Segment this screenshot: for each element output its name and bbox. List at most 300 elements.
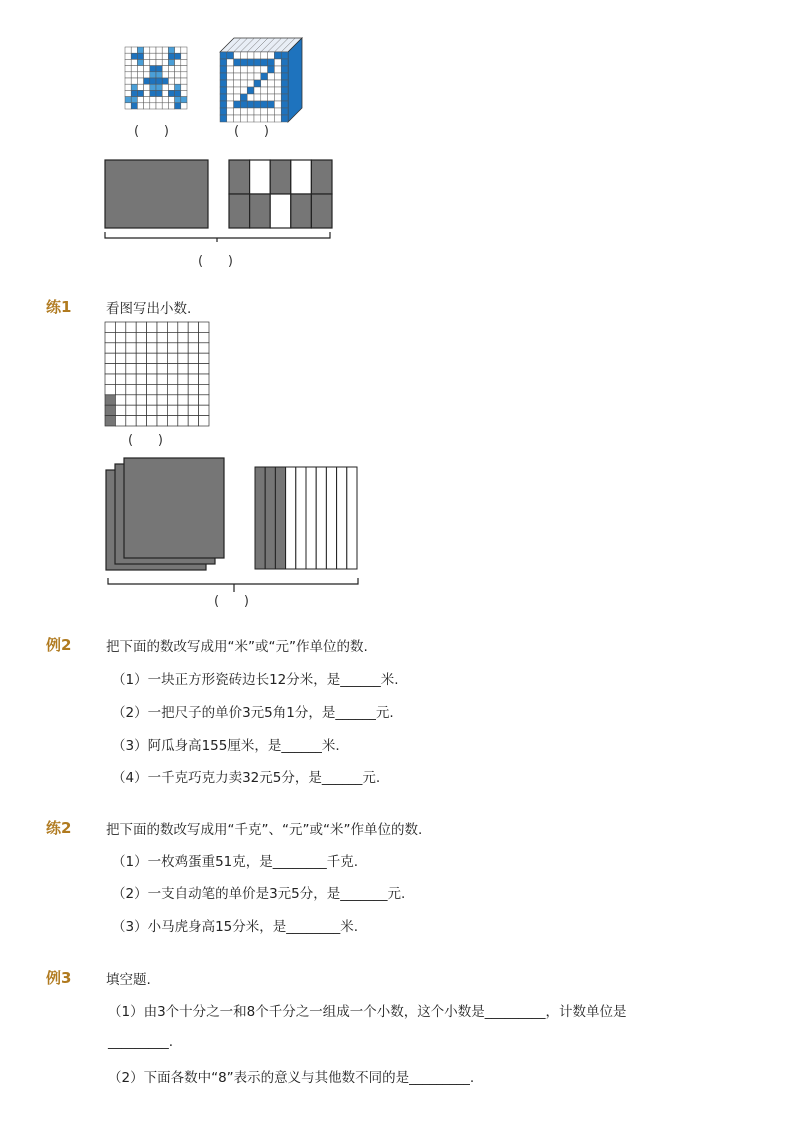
li3-item-1-cont: _________. <box>108 1034 174 1050</box>
grid-cell <box>175 97 181 103</box>
grid-cell <box>150 84 156 90</box>
li2-item-2: （2）一把尺子的单价3元5角1分，是______元. <box>112 705 394 721</box>
grid-cell <box>162 59 168 65</box>
grid-cell <box>156 103 162 109</box>
grid-cell <box>181 72 187 78</box>
cube-cell <box>247 87 254 94</box>
grid-cell <box>131 97 137 103</box>
grid-cell <box>157 322 167 332</box>
cube-cell <box>240 108 247 115</box>
cube-cell <box>240 66 247 73</box>
grid-cell <box>144 59 150 65</box>
blue-pattern-grid <box>124 46 188 114</box>
cube-cell <box>261 101 268 108</box>
grid-cell <box>175 84 181 90</box>
grid-cell <box>162 90 168 96</box>
grid-cell <box>136 405 146 415</box>
grid-cell <box>136 322 146 332</box>
cube-cell <box>247 115 254 122</box>
pattern-cell <box>229 194 250 228</box>
grid-cell <box>199 395 209 405</box>
cube-cell <box>268 108 275 115</box>
grid-cell <box>162 47 168 53</box>
grid-cell <box>188 374 198 384</box>
cube-cell <box>261 80 268 87</box>
grid-cell <box>125 103 131 109</box>
pattern-cell <box>250 194 271 228</box>
grid-cell <box>199 322 209 332</box>
grid-cell <box>137 47 143 53</box>
grid-cell <box>178 405 188 415</box>
grid-cell <box>162 72 168 78</box>
cube-cell <box>274 59 281 66</box>
cube-cell <box>227 73 234 80</box>
grid-cell <box>188 353 198 363</box>
answer-paren-left: ( ) <box>134 124 169 139</box>
grid-cell <box>199 405 209 415</box>
cube-cell <box>254 52 261 59</box>
grid-cell <box>168 84 174 90</box>
cube-cell <box>268 52 275 59</box>
cube-cell <box>234 108 241 115</box>
z-cube-figure <box>218 36 310 124</box>
strip-cell <box>286 467 296 569</box>
pattern-cell <box>229 160 250 194</box>
grid-cell <box>144 66 150 72</box>
grid-cell <box>162 103 168 109</box>
grid-cell <box>156 66 162 72</box>
cube-cell <box>247 52 254 59</box>
grid-cell <box>144 90 150 96</box>
cube-cell <box>234 94 241 101</box>
grid-cell <box>150 59 156 65</box>
cube-cell <box>247 94 254 101</box>
grid-cell <box>175 103 181 109</box>
cube-cell <box>281 87 288 94</box>
cube-cell <box>220 94 227 101</box>
cube-cell <box>281 73 288 80</box>
grid-cell <box>137 103 143 109</box>
cube-cell <box>261 115 268 122</box>
grid-cell <box>181 103 187 109</box>
grid-cell <box>147 332 157 342</box>
gray-rect-figure <box>104 158 336 242</box>
grid-cell <box>144 47 150 53</box>
grid-cell <box>168 59 174 65</box>
grid-cell <box>167 395 177 405</box>
grid-cell <box>131 59 137 65</box>
section-tag-li3: 例3 <box>46 969 72 987</box>
grid-cell <box>137 90 143 96</box>
grid-cell <box>175 72 181 78</box>
grid-cell <box>144 84 150 90</box>
grid-cell <box>188 416 198 426</box>
grid-cell <box>157 353 167 363</box>
cube-cell <box>240 59 247 66</box>
grid-cell <box>178 343 188 353</box>
cube-cell <box>240 73 247 80</box>
cube-cell <box>247 101 254 108</box>
grid-cell <box>125 72 131 78</box>
grid-cell <box>167 343 177 353</box>
cube-cell <box>240 52 247 59</box>
grid-cell <box>105 384 115 394</box>
grid-cell <box>178 416 188 426</box>
grid-cell <box>147 395 157 405</box>
cube-cell <box>261 94 268 101</box>
cube-cell <box>274 66 281 73</box>
grid-cell <box>150 78 156 84</box>
grid-cell <box>162 97 168 103</box>
grid-cell <box>137 97 143 103</box>
cube-cell <box>261 52 268 59</box>
grid-cell <box>150 103 156 109</box>
grid-cell <box>199 384 209 394</box>
grid-cell <box>125 66 131 72</box>
grid-cell <box>147 353 157 363</box>
section-tag-lian1: 练1 <box>46 298 72 316</box>
grid-cell <box>157 395 167 405</box>
cube-cell <box>240 94 247 101</box>
answer-paren-right: ( ) <box>234 124 269 139</box>
cube-side-face <box>288 38 302 122</box>
grid-cell <box>168 72 174 78</box>
grid-cell <box>162 66 168 72</box>
li3-item-2: （2）下面各数中“8”表示的意义与其他数不同的是_________. <box>108 1070 475 1086</box>
grid-cell <box>136 332 146 342</box>
cube-cell <box>268 59 275 66</box>
grid-cell <box>131 53 137 59</box>
grid-cell <box>115 353 125 363</box>
cube-cell <box>261 59 268 66</box>
strip-cell <box>337 467 347 569</box>
section-tag-lian2: 练2 <box>46 819 72 837</box>
grid-cell <box>199 374 209 384</box>
cube-cell <box>268 115 275 122</box>
grid-cell <box>126 322 136 332</box>
cube-cell <box>281 66 288 73</box>
grid-cell <box>147 364 157 374</box>
grid-cell <box>131 78 137 84</box>
lian2-item-3: （3）小马虎身高15分米，是________米. <box>112 919 359 935</box>
grid-cell <box>147 416 157 426</box>
grid-cell <box>150 53 156 59</box>
grid-cell <box>131 84 137 90</box>
grid-cell <box>178 395 188 405</box>
grid-cell <box>178 353 188 363</box>
grid-cell <box>188 395 198 405</box>
grid-cell <box>105 405 115 415</box>
cube-cell <box>234 115 241 122</box>
grid-cell <box>167 364 177 374</box>
grid-cell <box>157 416 167 426</box>
grid-cell <box>168 47 174 53</box>
grid-cell <box>167 332 177 342</box>
cube-cell <box>254 101 261 108</box>
grid-cell <box>188 384 198 394</box>
cube-cell <box>227 94 234 101</box>
grid-cell <box>147 405 157 415</box>
strip-cell <box>265 467 275 569</box>
answer-paren-brace-2: ( ) <box>214 594 249 609</box>
cube-cell <box>247 59 254 66</box>
pattern-cell <box>291 194 312 228</box>
cube-cell <box>261 66 268 73</box>
grid-cell <box>136 384 146 394</box>
cube-cell <box>274 101 281 108</box>
strip-cell <box>347 467 357 569</box>
cube-cell <box>227 115 234 122</box>
grid-cell <box>188 332 198 342</box>
grid-cell <box>137 59 143 65</box>
li2-item-3: （3）阿瓜身高155厘米，是______米. <box>112 738 340 754</box>
grid-cell <box>131 47 137 53</box>
pattern-cell <box>250 160 271 194</box>
cube-cell <box>240 87 247 94</box>
grid-cell <box>150 66 156 72</box>
cube-cell <box>220 87 227 94</box>
grid-cell <box>105 332 115 342</box>
grid-cell <box>136 353 146 363</box>
strip-cell <box>306 467 316 569</box>
grid-cell <box>168 97 174 103</box>
cube-cell <box>220 115 227 122</box>
grid-cell <box>136 416 146 426</box>
grid-cell <box>188 405 198 415</box>
grid-cell <box>136 395 146 405</box>
grid-cell <box>168 53 174 59</box>
grid-cell <box>199 343 209 353</box>
li3-item-1: （1）由3个十分之一和8个千分之一组成一个小数，这个小数是_________，计数单位是 <box>108 1004 627 1020</box>
grid-cell <box>105 353 115 363</box>
grid-cell <box>181 78 187 84</box>
grid-cell <box>115 332 125 342</box>
grid-cell <box>181 90 187 96</box>
grid-cell <box>156 59 162 65</box>
cube-cell <box>220 66 227 73</box>
grid-cell <box>175 78 181 84</box>
grid-cell <box>144 103 150 109</box>
strip-cell <box>326 467 336 569</box>
grid-cell <box>144 53 150 59</box>
strip-cell <box>316 467 326 569</box>
grid-cell <box>105 343 115 353</box>
cube-cell <box>247 108 254 115</box>
grid-cell <box>168 78 174 84</box>
cube-cell <box>240 80 247 87</box>
grid-cell <box>199 364 209 374</box>
grid-cell <box>131 72 137 78</box>
cube-cell <box>234 87 241 94</box>
grid-cell <box>131 90 137 96</box>
cube-cell <box>274 94 281 101</box>
cube-cell <box>227 80 234 87</box>
hundred-grid-figure <box>104 321 212 427</box>
grid-cell <box>125 78 131 84</box>
grid-cell <box>199 416 209 426</box>
grid-cell <box>144 78 150 84</box>
grid-cell <box>157 343 167 353</box>
cube-cell <box>247 80 254 87</box>
grid-cell <box>156 53 162 59</box>
grid-cell <box>188 322 198 332</box>
grid-cell <box>156 72 162 78</box>
brace-line <box>108 578 358 592</box>
lian1-instruction: 看图写出小数. <box>106 301 192 317</box>
cube-cell <box>281 94 288 101</box>
lian2-item-2: （2）一支自动笔的单价是3元5分，是_______元. <box>112 886 406 902</box>
grid-cell <box>126 364 136 374</box>
pattern-cell <box>311 194 332 228</box>
cube-cell <box>281 101 288 108</box>
strip-cell <box>255 467 265 569</box>
grid-cell <box>167 416 177 426</box>
cube-cell <box>281 108 288 115</box>
grid-cell <box>137 53 143 59</box>
cube-cell <box>234 59 241 66</box>
grid-cell <box>167 322 177 332</box>
cube-cell <box>254 108 261 115</box>
grid-cell <box>150 47 156 53</box>
grid-cell <box>175 47 181 53</box>
grid-cell <box>115 364 125 374</box>
cube-cell <box>274 52 281 59</box>
cube-cell <box>234 101 241 108</box>
cube-cell <box>268 94 275 101</box>
cube-cell <box>254 94 261 101</box>
grid-cell <box>125 84 131 90</box>
grid-cell <box>105 416 115 426</box>
cube-cell <box>268 66 275 73</box>
grid-cell <box>181 66 187 72</box>
grid-cell <box>126 416 136 426</box>
grid-cell <box>162 78 168 84</box>
cube-cell <box>268 73 275 80</box>
grid-cell <box>150 90 156 96</box>
grid-cell <box>105 374 115 384</box>
cube-cell <box>227 101 234 108</box>
cube-cell <box>220 101 227 108</box>
li2-item-1: （1）一块正方形瓷砖边长12分米，是______米. <box>112 672 399 688</box>
lian2-item-1: （1）一枚鸡蛋重51克，是________千克. <box>112 854 359 870</box>
li2-item-4: （4）一千克巧克力卖32元5分，是______元. <box>112 770 381 786</box>
grid-cell <box>168 66 174 72</box>
grid-cell <box>199 353 209 363</box>
cube-cell <box>254 66 261 73</box>
cube-cell <box>268 101 275 108</box>
cube-cell <box>220 80 227 87</box>
grid-cell <box>188 364 198 374</box>
cube-cell <box>274 108 281 115</box>
grid-cell <box>115 343 125 353</box>
cube-cell <box>254 59 261 66</box>
grid-cell <box>144 72 150 78</box>
grid-cell <box>126 395 136 405</box>
pattern-cell <box>291 160 312 194</box>
grid-cell <box>136 364 146 374</box>
grid-cell <box>175 59 181 65</box>
grid-cell <box>150 72 156 78</box>
grid-cell <box>181 84 187 90</box>
cube-cell <box>227 66 234 73</box>
grid-cell <box>126 353 136 363</box>
brace-line <box>105 232 330 242</box>
cube-cell <box>274 115 281 122</box>
grid-cell <box>126 384 136 394</box>
grid-cell <box>125 97 131 103</box>
cube-cell <box>268 87 275 94</box>
cube-cell <box>281 80 288 87</box>
grid-cell <box>178 374 188 384</box>
pattern-cell <box>270 194 291 228</box>
grid-cell <box>126 405 136 415</box>
grid-cell <box>167 405 177 415</box>
lian2-instruction: 把下面的数改写成用“千克”、“元”或“米”作单位的数. <box>106 822 423 838</box>
grid-cell <box>115 395 125 405</box>
grid-cell <box>199 332 209 342</box>
grid-cell <box>175 90 181 96</box>
cube-cell <box>220 52 227 59</box>
grid-cell <box>181 97 187 103</box>
grid-cell <box>115 374 125 384</box>
grid-cell <box>156 78 162 84</box>
cube-cell <box>274 80 281 87</box>
cube-cell <box>281 115 288 122</box>
grid-cell <box>137 66 143 72</box>
grid-cell <box>137 72 143 78</box>
grid-cell <box>147 343 157 353</box>
grid-cell <box>157 332 167 342</box>
grid-cell <box>167 374 177 384</box>
grid-cell <box>126 374 136 384</box>
grid-cell <box>125 47 131 53</box>
grid-cell <box>125 59 131 65</box>
cube-cell <box>281 52 288 59</box>
grid-cell <box>156 97 162 103</box>
cube-cell <box>254 80 261 87</box>
grid-cell <box>168 90 174 96</box>
cube-cell <box>234 66 241 73</box>
grid-cell <box>181 59 187 65</box>
grid-cell <box>157 384 167 394</box>
section-tag-li2: 例2 <box>46 636 72 654</box>
grid-cell <box>147 384 157 394</box>
grid-cell <box>144 97 150 103</box>
grid-cell <box>178 322 188 332</box>
grid-cell <box>126 343 136 353</box>
grid-cell <box>168 103 174 109</box>
cube-cell <box>227 52 234 59</box>
grid-cell <box>115 416 125 426</box>
grid-cell <box>175 53 181 59</box>
grid-cell <box>105 322 115 332</box>
cube-cell <box>247 66 254 73</box>
cube-cell <box>227 87 234 94</box>
grid-cell <box>162 84 168 90</box>
grid-cell <box>137 84 143 90</box>
grid-cell <box>105 364 115 374</box>
grid-cell <box>125 53 131 59</box>
grid-cell <box>105 395 115 405</box>
grid-cell <box>178 332 188 342</box>
grid-cell <box>162 53 168 59</box>
answer-paren-brace: ( ) <box>198 254 233 269</box>
grid-cell <box>156 47 162 53</box>
grid-cell <box>157 364 167 374</box>
cube-cell <box>274 73 281 80</box>
grid-cell <box>167 384 177 394</box>
grid-cell <box>157 405 167 415</box>
